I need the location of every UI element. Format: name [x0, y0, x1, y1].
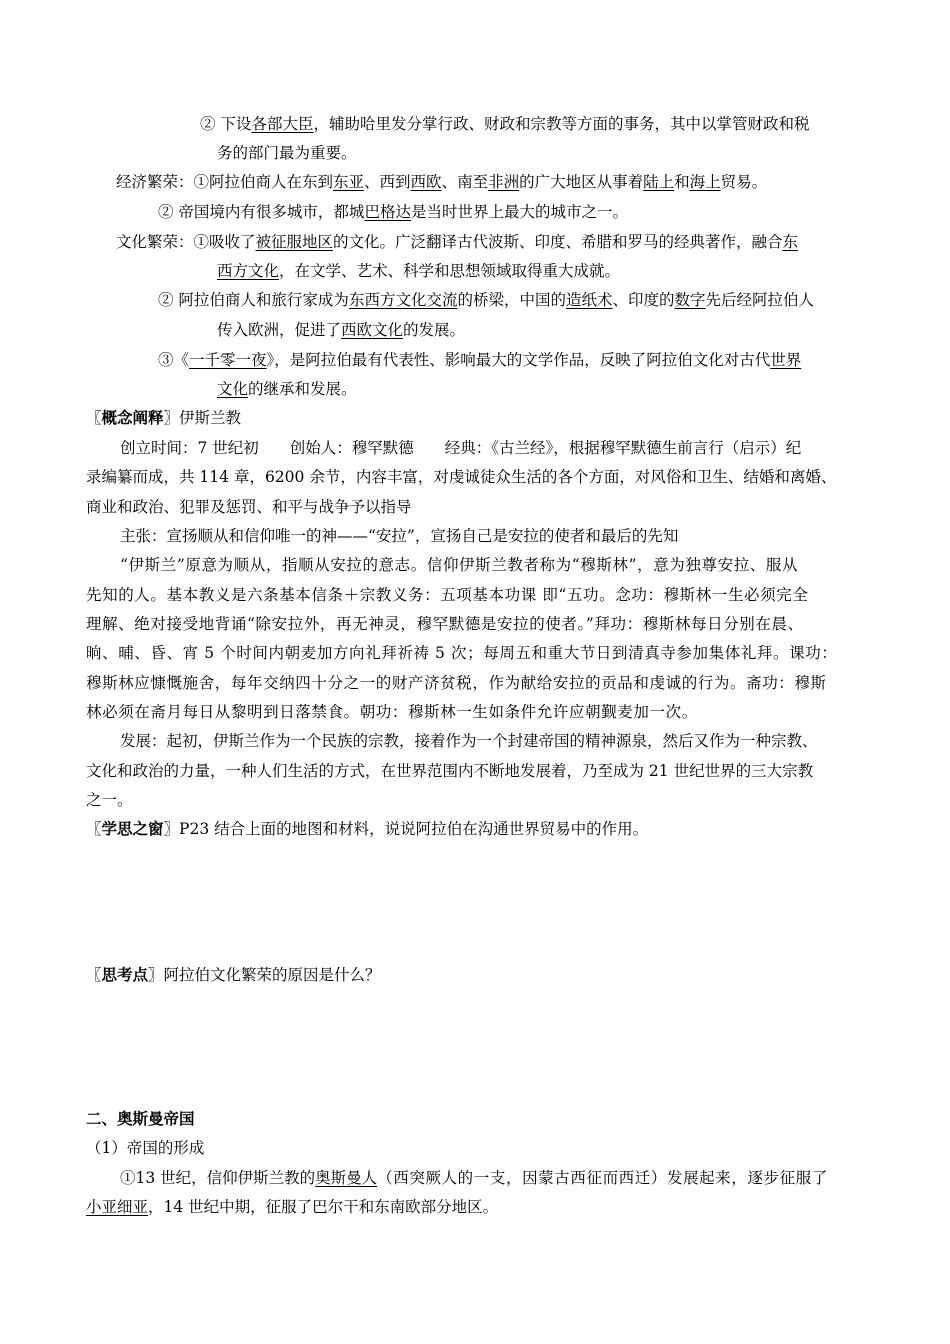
text: 经济繁荣：①阿拉伯商人在东到 [116, 173, 334, 191]
line-culture-2-cont [217, 320, 465, 340]
line-culture-1 [116, 232, 798, 252]
underlined-term: 东亚 [333, 173, 365, 191]
paragraph-development-1: 发展：起初，伊斯兰作为一个民族的宗教，接着作为一个封建帝国的精神源泉，然后又作为一种宗教、 [120, 732, 818, 750]
text: 是当时世界上最大的城市之一。 [410, 203, 628, 221]
paragraph-islam-6: 林必须在斋月每日从黎明到日落禁食。朝功：穆斯林一生如条件允许应朝觐麦加一次。 [86, 703, 698, 721]
underlined-term: 世界 [770, 351, 802, 369]
section-label: 学思之窗 [101, 820, 164, 838]
text: 和 [674, 173, 690, 191]
paragraph-founding-2: 录编纂而成，共 114 章，6200 余节，内容丰富，对虔诚徒众生活的各个方面，对风俗和卫生、结婚和离婚、 [86, 468, 837, 486]
underlined-term: 一千零一夜 [189, 351, 267, 369]
text: 》，是阿拉伯最有代表性、影响最大的文学作品，反映了阿拉伯文化对古代 [266, 351, 771, 369]
underlined-term: 西欧文化 [341, 321, 404, 339]
text: ② 阿拉伯商人和旅行家成为 [158, 291, 349, 309]
line-culture-2 [158, 290, 814, 310]
paragraph-islam-5: 穆斯林应慷慨施舍，每年交纳四十分之一的财产济贫税，作为献给安拉的贡品和虔诚的行为。斋功：穆斯 [86, 674, 827, 692]
text: 文化繁荣：①吸收了 [116, 233, 256, 251]
paragraph-ottoman-1 [120, 1168, 828, 1188]
line-ministers [200, 114, 809, 134]
paragraph-development-2: 文化和政治的力量，一种人们生活的方式，在世界范围内不断地发展着，乃至成为 21 世纪世界的三大宗教 [86, 762, 814, 780]
paragraph-doctrine: 主张：宣扬顺从和信仰唯一的神——“安拉”，宣扬自己是安拉的使者和最后的先知 [120, 527, 679, 545]
underlined-term: 非洲 [488, 173, 520, 191]
text: ，辅助哈里发分掌行政、财政和宗教等方面的事务，其中以掌管财政和税 [313, 115, 810, 133]
text: ，在文学、艺术、科学和思想领域取得重大成就。 [279, 262, 621, 280]
line-economy-1 [116, 172, 767, 192]
line-ministers-cont: 务的部门最为重要。 [217, 144, 357, 162]
text: 的继承和发展。 [248, 380, 357, 398]
underlined-term: 西欧 [410, 173, 442, 191]
text: 传入欧洲，促进了 [217, 321, 342, 339]
underlined-term: 被征服地区 [255, 233, 334, 251]
text: 、印度的 [612, 291, 675, 309]
paragraph-islam-1: “伊斯兰”原意为顺从，指顺从安拉的意志。信仰伊斯兰教者称为“穆斯林”，意为独尊安拉、服从 [120, 556, 799, 574]
underlined-term: 造纸术 [565, 291, 613, 309]
bracket: 〖 [86, 966, 102, 984]
subheading-formation: （1）帝国的形成 [86, 1139, 205, 1157]
section-label: 思考点 [101, 966, 149, 984]
section-heading-ottoman: 二、奥斯曼帝国 [86, 1110, 195, 1128]
line-culture-3-cont [217, 379, 357, 399]
text: 的广大地区从事着 [519, 173, 644, 191]
underlined-term: 巴格达 [364, 203, 411, 221]
text: 〗P23 结合上面的地图和材料，说说阿拉伯在沟通世界贸易中的作用。 [163, 820, 649, 838]
underlined-term: 数字 [674, 291, 706, 309]
bracket: 〖 [86, 820, 102, 838]
text: 贸易。 [720, 173, 768, 191]
text: ③《 [158, 351, 190, 369]
underlined-term: 东 [782, 233, 799, 251]
text: 、南至 [441, 173, 489, 191]
line-culture-1-cont [217, 261, 620, 281]
text: （西突厥人的一支，因蒙古西征而西迁）发展起来，逐步征服了 [377, 1169, 828, 1187]
line-economy-2 [158, 202, 628, 222]
underlined-term: 各部大臣 [251, 115, 314, 133]
thinking-point [86, 965, 381, 985]
underlined-term: 文化 [217, 380, 249, 398]
paragraph-founding: 创立时间：7 世纪初 创始人：穆罕默德 经典：《古兰经》，根据穆罕默德生前言行（启示）纪 [120, 439, 802, 457]
underlined-term: 海上 [689, 173, 721, 191]
text: 的桥梁，中国的 [457, 291, 566, 309]
underlined-term: 奥斯曼人 [315, 1169, 378, 1187]
line-culture-3 [158, 350, 801, 370]
text: 的发展。 [403, 321, 466, 339]
study-window [86, 819, 648, 839]
text: ② 下设 [200, 115, 252, 133]
underlined-term: 小亚细亚 [86, 1198, 149, 1216]
paragraph-ottoman-2 [86, 1197, 498, 1217]
bracket: 〖 [86, 409, 102, 427]
underlined-term: 陆上 [643, 173, 675, 191]
paragraph-islam-4: 晌、晡、昏、宵 5 个时间内朝麦加方向礼拜祈祷 5 次；每周五和重大节日到清真寺参加集体礼拜。课功： [86, 644, 838, 662]
section-label: 概念阐释 [101, 409, 164, 427]
underlined-term: 东西方文化交流 [348, 291, 458, 309]
paragraph-founding-3: 商业和政治、犯罪及惩罚、和平与战争予以指导 [86, 498, 412, 516]
text: 〗伊斯兰教 [163, 409, 242, 427]
text: ，14 世纪中期，征服了巴尔干和东南欧部分地区。 [148, 1198, 499, 1216]
text: 〗阿拉伯文化繁荣的原因是什么？ [148, 966, 381, 984]
paragraph-islam-3: 理解、绝对接受地背诵“除安拉外，再无神灵，穆罕默德是安拉的使者。”拜功：穆斯林每日分别在晨、 [86, 615, 804, 633]
text: 、西到 [364, 173, 411, 191]
text: 先后经阿拉伯人 [705, 291, 815, 309]
text: ② 帝国境内有很多城市，都城 [158, 203, 365, 221]
concept-heading [86, 408, 241, 428]
paragraph-islam-2: 先知的人。基本教义是六条基本信条＋宗教义务：五项基本功课 即“五功。念功：穆斯林一生必须完全 [86, 586, 809, 604]
text: ①13 世纪，信仰伊斯兰教的 [120, 1169, 316, 1187]
text: 的文化。广泛翻译古代波斯、印度、希腊和罗马的经典著作，融合 [333, 233, 783, 251]
underlined-term: 西方文化 [217, 262, 280, 280]
paragraph-development-3: 之一。 [86, 791, 133, 809]
